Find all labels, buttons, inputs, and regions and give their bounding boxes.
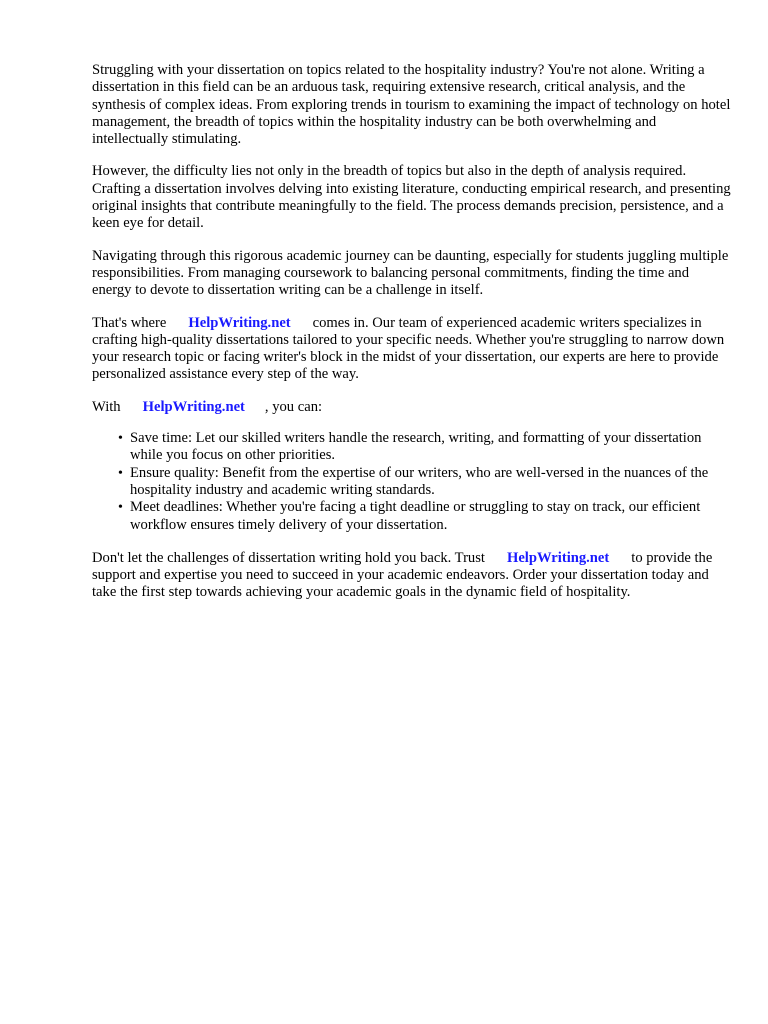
- paragraph-text: With: [92, 398, 121, 415]
- list-item-text: Meet deadlines: Whether you're facing a tight deadline or struggling to stay on track, our efficient workflow ensures timely delivery of your dissertation.: [130, 499, 701, 533]
- bullet-icon: •: [118, 500, 123, 516]
- list-item: [118, 465, 732, 500]
- paragraph-text: That's where: [92, 314, 167, 331]
- helpwriting-link[interactable]: HelpWriting.net: [188, 314, 291, 331]
- paragraph-text: Don't let the challenges of dissertation writing hold you back. Trust: [92, 549, 485, 566]
- list-item: [118, 499, 732, 534]
- paragraph-with: [92, 399, 732, 416]
- paragraph-thats-where: [92, 315, 732, 384]
- paragraph-text: to provide the support and expertise you need to succeed in your academic endeavors. Order your dissertation today and take the first step towards achieving your academic goals in the dynamic field of hospitality.: [92, 549, 713, 601]
- paragraph-conclusion: [92, 550, 732, 602]
- list-item-text: Ensure quality: Benefit from the expertise of our writers, who are well-versed in the nuances of the hospitality industry and academic writing standards.: [130, 464, 709, 498]
- document-page: [92, 62, 732, 617]
- list-item: [118, 430, 732, 465]
- paragraph-navigating: Navigating through this rigorous academic journey can be daunting, especially for students juggling multiple responsibilities. From managing coursework to balancing personal commitments, finding the time and energy to devote to dissertation writing can be a challenge in itself.: [92, 247, 729, 299]
- paragraph-text: comes in. Our team of experienced academic writers specializes in crafting high-quality dissertations tailored to your specific needs. Whether you're struggling to narrow down your research topic or facing writer's block in the midst of your dissertation, our experts are here to provide personalized assistance every step of the way.: [92, 314, 725, 383]
- bullet-icon: •: [118, 465, 123, 481]
- paragraph-difficulty: However, the difficulty lies not only in the breadth of topics but also in the depth of analysis required. Crafting a dissertation involves delving into existing literature, conducting empirical research, and presenting original insights that contribute meaningfully to the field. The process demands precision, persistence, and a keen eye for detail.: [92, 163, 731, 232]
- paragraph-intro: Struggling with your dissertation on topics related to the hospitality industry? You're not alone. Writing a dissertation in this field can be an arduous task, requiring extensive research, critical analysis, and the synthesis of complex ideas. From exploring trends in tourism to examining the impact of technology on hotel management, the breadth of topics within the hospitality industry can be both overwhelming and intellectually stimulating.: [92, 62, 731, 148]
- bullet-icon: •: [118, 431, 123, 447]
- benefits-list: [92, 430, 732, 534]
- list-item-text: Save time: Let our skilled writers handle the research, writing, and formatting of your dissertation while you focus on other priorities.: [130, 430, 702, 464]
- helpwriting-link[interactable]: HelpWriting.net: [506, 549, 610, 566]
- paragraph-text: , you can:: [264, 398, 323, 415]
- helpwriting-link[interactable]: HelpWriting.net: [142, 398, 245, 415]
